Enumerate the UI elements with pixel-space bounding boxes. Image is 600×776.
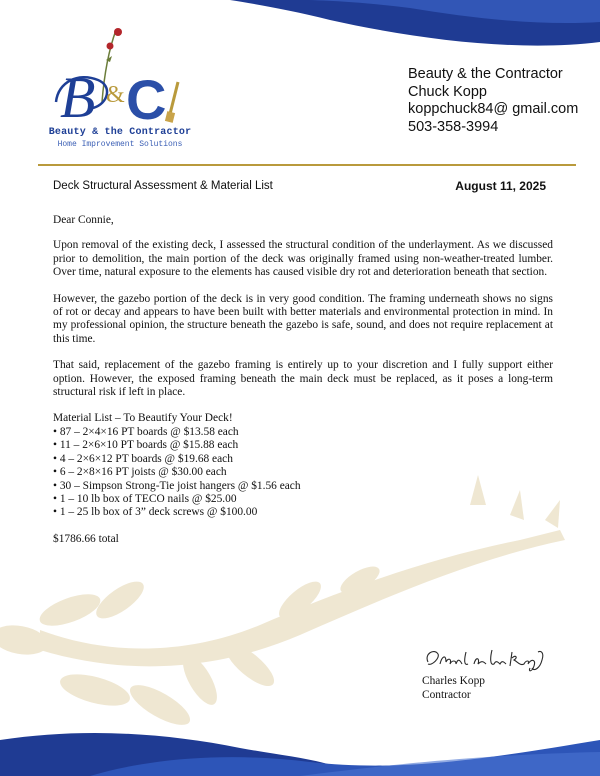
letter-date: August 11, 2025 [455, 179, 546, 193]
contact-block [408, 66, 578, 136]
material-item: • 1 – 25 lb box of 3” deck screws @ $100.00 [53, 506, 258, 519]
paragraph: Upon removal of the existing deck, I assessed the structural condition of the underlayment. As we discussed prior to demolition, the main portion of the deck was originally framed using non-weather-treated lumber. Over time, natural exposure to the elements has caused visible dry rot and deterioration beneath that section. [53, 239, 553, 279]
svg-text:B: B [60, 65, 96, 130]
material-item: • 1 – 10 lb box of TECO nails @ $25.00 [53, 492, 237, 505]
signer-title: Contractor [422, 689, 471, 701]
letter-body [53, 214, 553, 546]
signer-name: Charles Kopp [422, 675, 485, 687]
bottom-wave-light [300, 752, 600, 776]
material-item: • 6 – 2×8×16 PT joists @ $30.00 each [53, 466, 227, 479]
brand-name: Beauty & the Contractor [48, 127, 192, 138]
greeting: Dear Connie, [53, 214, 114, 226]
material-item: • 87 – 2×4×16 PT boards @ $13.58 each [53, 425, 239, 438]
material-item: • 11 – 2×6×10 PT boards @ $15.88 each [53, 439, 239, 452]
letter-subject: Deck Structural Assessment & Material List [53, 180, 273, 192]
svg-text:C: C [126, 68, 167, 131]
contact-phone[interactable]: 503-358-3994 [408, 118, 499, 135]
material-item: • 30 – Simpson Strong-Tie joist hangers @ $1.56 each [53, 479, 301, 492]
svg-text:&: & [106, 82, 125, 108]
material-item: • 4 – 2×6×12 PT boards @ $19.68 each [53, 452, 233, 465]
paragraph: However, the gazebo portion of the deck is in very good condition. The framing underneath shows no signs of rot or decay and appears to have been built with better materials and environmental protection in mind. In my professional opinion, the structure beneath the gazebo is safe, sound, and does not require replacement at this time. [53, 292, 553, 345]
brand-tagline: Home Improvement Solutions [57, 140, 183, 149]
material-list [53, 426, 553, 520]
material-total: $1786.66 total [53, 532, 119, 545]
handwritten-signature [420, 644, 560, 676]
contact-email[interactable]: koppchuck84@ gmail.com [408, 101, 579, 117]
header-divider [38, 164, 576, 166]
paragraph: That said, replacement of the gazebo framing is entirely up to your discretion and I fully support either option. However, the exposed framing beneath the main deck must be replaced, as it poses a long-term structural risk if left in place. [53, 359, 553, 399]
material-heading: Material List – To Beautify Your Deck! [53, 412, 233, 425]
contact-company: Beauty & the Contractor [408, 66, 563, 82]
contact-person: Chuck Kopp [408, 83, 487, 100]
